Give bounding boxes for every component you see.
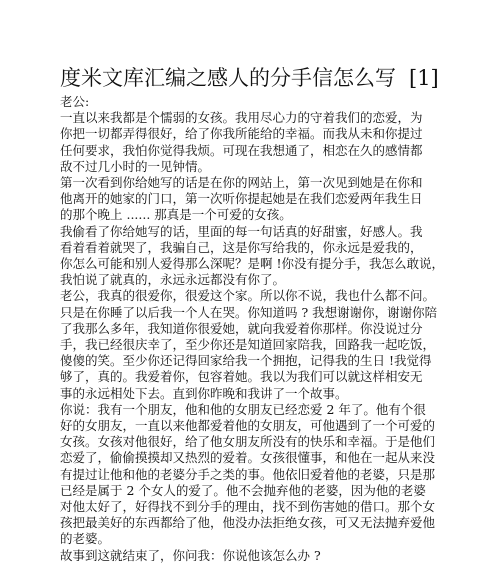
title-reference-mark: [1] bbox=[409, 66, 439, 90]
body-line: 一直以来我都是个懦弱的女孩。我用尽心力的守着我们的恋爱，为 bbox=[60, 110, 423, 126]
body-line: 恋爱了，偷偷摸摸却又热烈的爱着。女孩很懂事，和他在一起从来没 bbox=[60, 450, 436, 466]
body-line: 敌不过几小时的一见钟情。 bbox=[60, 158, 211, 174]
body-line: 事的永远相处下去。直到你昨晚和我讲了一个故事。 bbox=[60, 385, 348, 401]
body-line: 第一次看到你给她写的话是在你的网站上，第一次见到她是在你和 bbox=[60, 175, 423, 190]
body-line: 我怕说了就真的，永远永远都没有你了。 bbox=[60, 272, 286, 288]
body-line: 孩把最美好的东西都给了他，他没办法拒绝女孩，可又无法抛弃爱他 bbox=[60, 515, 436, 531]
body-line: 老公: bbox=[60, 94, 90, 109]
body-line: 有提过让他和他的老婆分手之类的事。他依旧爱着他的老婆，只是那 bbox=[60, 466, 436, 482]
body-line: 故事到这就结束了，你问我：你说他该怎么办 ? bbox=[60, 547, 321, 563]
body-line: 的老婆。 bbox=[60, 531, 111, 547]
document-title: 度米文库汇编之感人的分手信怎么写 bbox=[60, 66, 396, 90]
body-line: 老公，我真的很爱你，很爱这个家。所以你不说，我也什么都不问。 bbox=[60, 288, 436, 304]
body-line: 好的女朋友，一直以来他都爱着他的女朋友，可他遇到了一个可爱的 bbox=[60, 418, 436, 433]
body-line: 女孩。女孩对他很好，给了他女朋友所没有的快乐和幸福。于是他们 bbox=[60, 434, 436, 450]
body-line: 他离开的她家的门口，第一次听你提起她是在我们恋爱两年我生日 bbox=[60, 191, 423, 207]
body-line: 看着看着就哭了，我骗自己，这是你写给我的，你永远是爱我的， bbox=[60, 239, 423, 255]
body-line: 你说：我有一个朋友，他和他的女朋友已经恋爱 2 年了。他有个很 bbox=[60, 401, 426, 417]
body-line: 只是在你睡了以后我一个人在哭。你知道吗 ? 我想谢谢你，谢谢你陪 bbox=[60, 304, 438, 320]
body-line: 我偷看了你给她写的话，里面的每一句话真的好甜蜜，好感人。我 bbox=[60, 223, 423, 239]
body-line: 了我那么多年，我知道你很爱她，就向我爱着你那样。你没说过分 bbox=[60, 320, 423, 336]
body-line: 够了，真的。我爱着你，包容着她。我以为我们可以就这样相安无 bbox=[60, 369, 423, 385]
body-line: 你把一切都弄得很好，给了你我所能给的幸福。而我从未和你提过 bbox=[60, 126, 423, 142]
body-line: 你怎么可能和别人爱得那么深呢？是啊 !你没有提分手，我怎么敢说， bbox=[60, 256, 444, 271]
body-line: 任何要求，我怕你觉得我烦。可现在我想通了，相恋在久的感情都 bbox=[60, 142, 423, 158]
body-line: 的那个晚上 ...... 那真是一个可爱的女孩。 bbox=[60, 207, 292, 223]
body-line: 傻傻的笑。至少你还记得回家给我一个拥抱，记得我的生日 !我觉得 bbox=[60, 353, 432, 369]
body-line: 已经是属于 2 个女人的爱了。他不会抛弃他的老婆，因为他的老婆 bbox=[60, 482, 426, 498]
body-line: 手，我已经很庆幸了，至少你还是知道回家陪我，回路我一起吃饭， bbox=[60, 337, 436, 352]
body-line: 对他太好了，好得找不到分手的理由，找不到伤害她的借口。那个女 bbox=[60, 499, 436, 514]
